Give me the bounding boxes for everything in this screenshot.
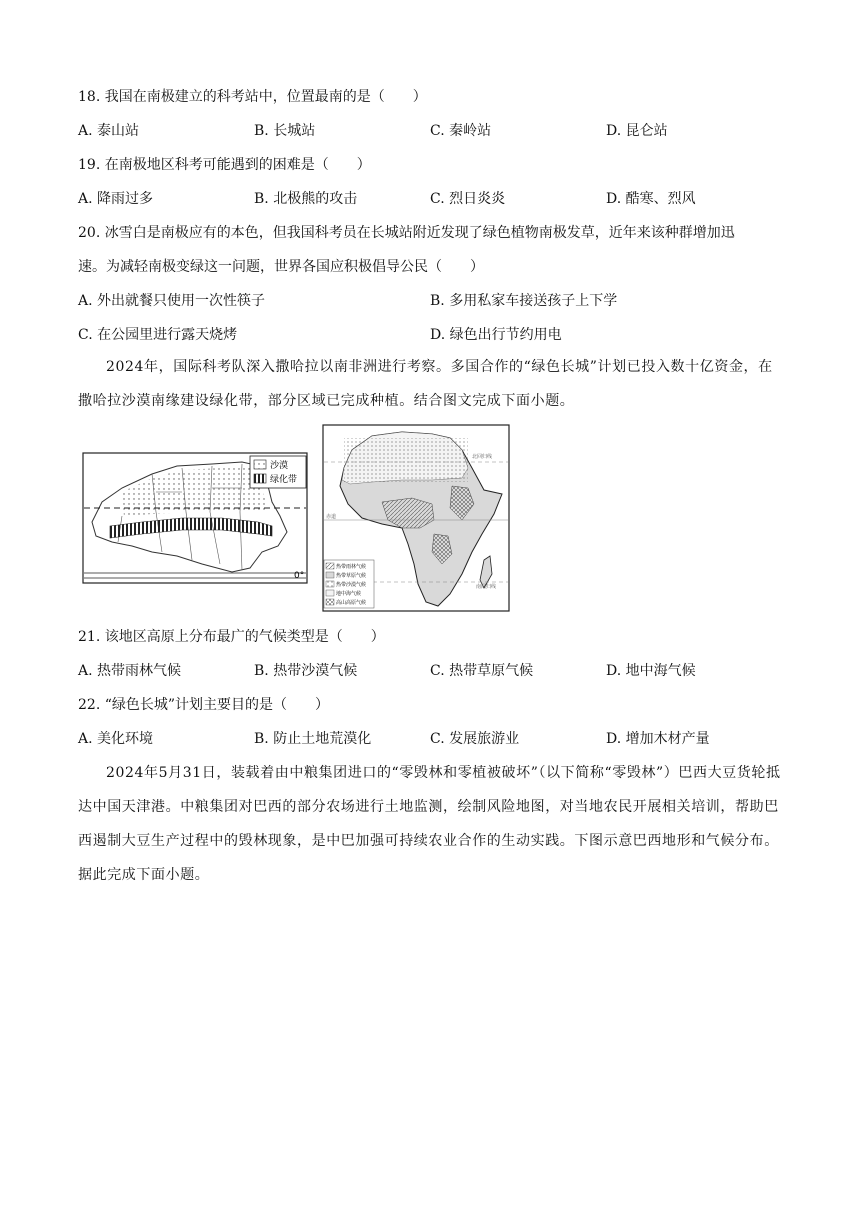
question-18-stem: 18. 我国在南极建立的科考站中，位置最南的是（ ） <box>78 89 427 105</box>
question-22-stem: 22. “绿色长城”计划主要目的是（ ） <box>78 697 330 713</box>
q18-option-a: A. 泰山站 <box>78 123 140 139</box>
q21-option-b: B. 热带沙漠气候 <box>254 663 358 679</box>
q22-option-d: D. 增加木材产量 <box>606 731 710 747</box>
q22-option-a: A. 美化环境 <box>78 731 154 747</box>
q20-option-a: A. 外出就餐只使用一次性筷子 <box>78 293 266 309</box>
highland-swatch-icon <box>326 599 334 605</box>
q22-option-b: B. 防止土地荒漠化 <box>254 731 372 747</box>
q20-option-c: C. 在公园里进行露天烧烤 <box>78 327 238 343</box>
passage-green-wall: 2024年，国际科考队深入撒哈拉以南非洲进行考察。多国合作的“绿色长城”计划已投入数十亿资金，在撒哈拉沙漠南缘建设绿化带，部分区域已完成种植。结合图文完成下面小题。 <box>78 359 773 409</box>
q19-option-d: D. 酷寒、烈风 <box>606 191 696 207</box>
equator-label-2: 赤道 <box>326 514 337 520</box>
legend-desert: 沙漠 <box>270 461 289 471</box>
equator-label: 0° <box>294 571 305 581</box>
legend-mediterranean: 地中海气候 <box>336 591 362 597</box>
legend-highland: 高山高原气候 <box>336 600 367 606</box>
africa-climate-map <box>322 424 510 612</box>
sahara-green-belt-map <box>82 452 310 586</box>
q18-option-d: D. 昆仑站 <box>606 123 668 139</box>
legend-greenbelt: 绿化带 <box>270 475 298 485</box>
q21-option-c: C. 热带草原气候 <box>430 663 534 679</box>
passage-brazil-soybean: 2024年5月31日，装载着由中粮集团进口的“零毁林和零植被破坏”（以下简称“零毁林”）巴西大豆货轮抵达中国天津港。中粮集团对巴西的部分农场进行土地监测，绘制风险地图，对当地农民开展相关培训，帮助巴西遏制大豆生产过程中的毁林现象，是中巴加强可持续农业合作的生动实践。下图示意巴西地形和气候分布。据此完成下面小题。 <box>78 765 781 883</box>
q20-option-d: D. 绿色出行节约用电 <box>430 327 562 343</box>
mediterranean-swatch-icon <box>326 590 334 596</box>
greenbelt-swatch-icon <box>254 474 266 483</box>
savanna-swatch-icon <box>326 572 334 578</box>
q20-option-b: B. 多用私家车接送孩子上下学 <box>430 293 618 309</box>
tropic-capricorn-label: 南回归线 <box>476 584 497 590</box>
tropic-cancer-label: 北回归线 <box>472 454 493 460</box>
q19-option-b: B. 北极熊的攻击 <box>254 191 358 207</box>
q21-option-d: D. 地中海气候 <box>606 663 696 679</box>
desert-climate-swatch-icon <box>326 581 334 587</box>
question-20-stem-line2: 速。为减轻南极变绿这一问题，世界各国应积极倡导公民（ ） <box>78 259 484 275</box>
rainforest-swatch-icon <box>326 563 334 569</box>
q18-option-c: C. 秦岭站 <box>430 123 492 139</box>
q22-option-c: C. 发展旅游业 <box>430 731 520 747</box>
legend-savanna: 热带草原气候 <box>336 573 367 579</box>
q19-option-a: A. 降雨过多 <box>78 191 154 207</box>
q19-option-c: C. 烈日炎炎 <box>430 191 506 207</box>
question-19-stem: 19. 在南极地区科考可能遇到的困难是（ ） <box>78 157 371 173</box>
question-20-stem-line1: 20. 冰雪白是南极应有的本色，但我国科考员在长城站附近发现了绿色植物南极发草，近年来该种群增加迅 <box>78 225 735 241</box>
q18-option-b: B. 长城站 <box>254 123 316 139</box>
legend-rainforest: 热带雨林气候 <box>336 564 367 570</box>
q21-option-a: A. 热带雨林气候 <box>78 663 182 679</box>
question-21-stem: 21. 该地区高原上分布最广的气候类型是（ ） <box>78 629 385 645</box>
desert-swatch-icon <box>254 460 266 469</box>
legend-desert-climate: 热带沙漠气候 <box>336 582 367 588</box>
